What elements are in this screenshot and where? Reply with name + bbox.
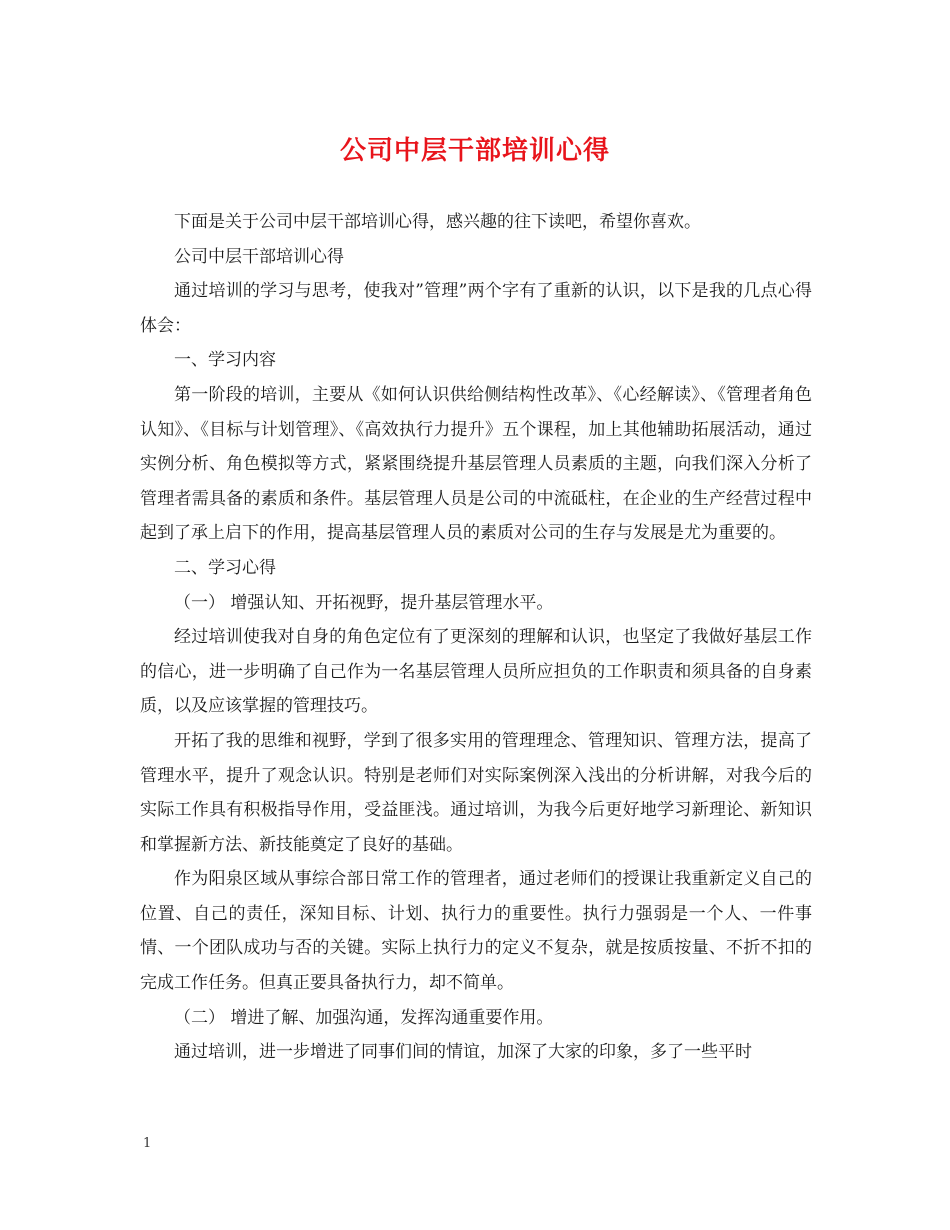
section-heading: 一、学习内容 xyxy=(174,350,276,371)
paragraph-intro: 下面是关于公司中层干部培训心得，感兴趣的往下读吧，希望你喜欢。 xyxy=(174,212,701,232)
paragraph: 经过培训使我对自身的角色定位有了更深刻的理解和认识，也坚定了我做好基层工作的信心，进一步明确了自己作为一名基层管理人员所应担负的工作职责和须具备的自身素质，以及应该掌握的管理技巧。 xyxy=(140,627,812,717)
paragraph: 开拓了我的思维和视野，学到了很多实用的管理理念、管理知识、管理方法，提高了管理水平，提升了观念认识。特别是老师们对实际案例深入浅出的分析讲解，对我今后的实际工作具有积极指导作用，受益匪浅。通过培训，为我今后更好地学习新理论、新知识和掌握新方法、新技能奠定了良好的基础。 xyxy=(140,730,812,855)
paragraph-subtitle: 公司中层干部培训心得 xyxy=(174,246,344,267)
page-number: 1 xyxy=(143,1136,152,1151)
document-title: 公司中层干部培训心得 xyxy=(339,136,610,166)
subsection-heading: （一） 增强认知、开拓视野，提升基层管理水平。 xyxy=(174,592,554,613)
document-body xyxy=(140,205,812,1070)
section-heading: 二、学习心得 xyxy=(174,557,276,578)
paragraph: 第一阶段的培训，主要从《如何认识供给侧结构性改革》、《心经解读》、《管理者角色认知》、《目标与计划管理》、《高效执行力提升》五个课程，加上其他辅助拓展活动，通过实例分析、角色模拟等方式，紧紧围绕提升基层管理人员素质的主题，向我们深入分析了管理者需具备的素质和条件。基层管理人员是公司的中流砥柱，在企业的生产经营过程中起到了承上启下的作用，提高基层管理人员的素质对公司的生存与发展是尤为重要的。 xyxy=(140,384,812,544)
paragraph: 通过培训，进一步增进了同事们间的情谊，加深了大家的印象，多了一些平时 xyxy=(174,1042,752,1063)
subsection-heading: （二） 增进了解、加强沟通，发挥沟通重要作用。 xyxy=(174,1007,554,1028)
paragraph: 通过培训的学习与思考，使我对”管理”两个字有了重新的认识，以下是我的几点心得体会： xyxy=(140,281,812,336)
paragraph: 作为阳泉区域从事综合部日常工作的管理者，通过老师们的授课让我重新定义自己的位置、自己的责任，深知目标、计划、执行力的重要性。执行力强弱是一个人、一件事情、一个团队成功与否的关键。实际上执行力的定义不复杂，就是按质按量、不折不扣的完成工作任务。但真正要具备执行力，却不简单。 xyxy=(140,869,812,994)
